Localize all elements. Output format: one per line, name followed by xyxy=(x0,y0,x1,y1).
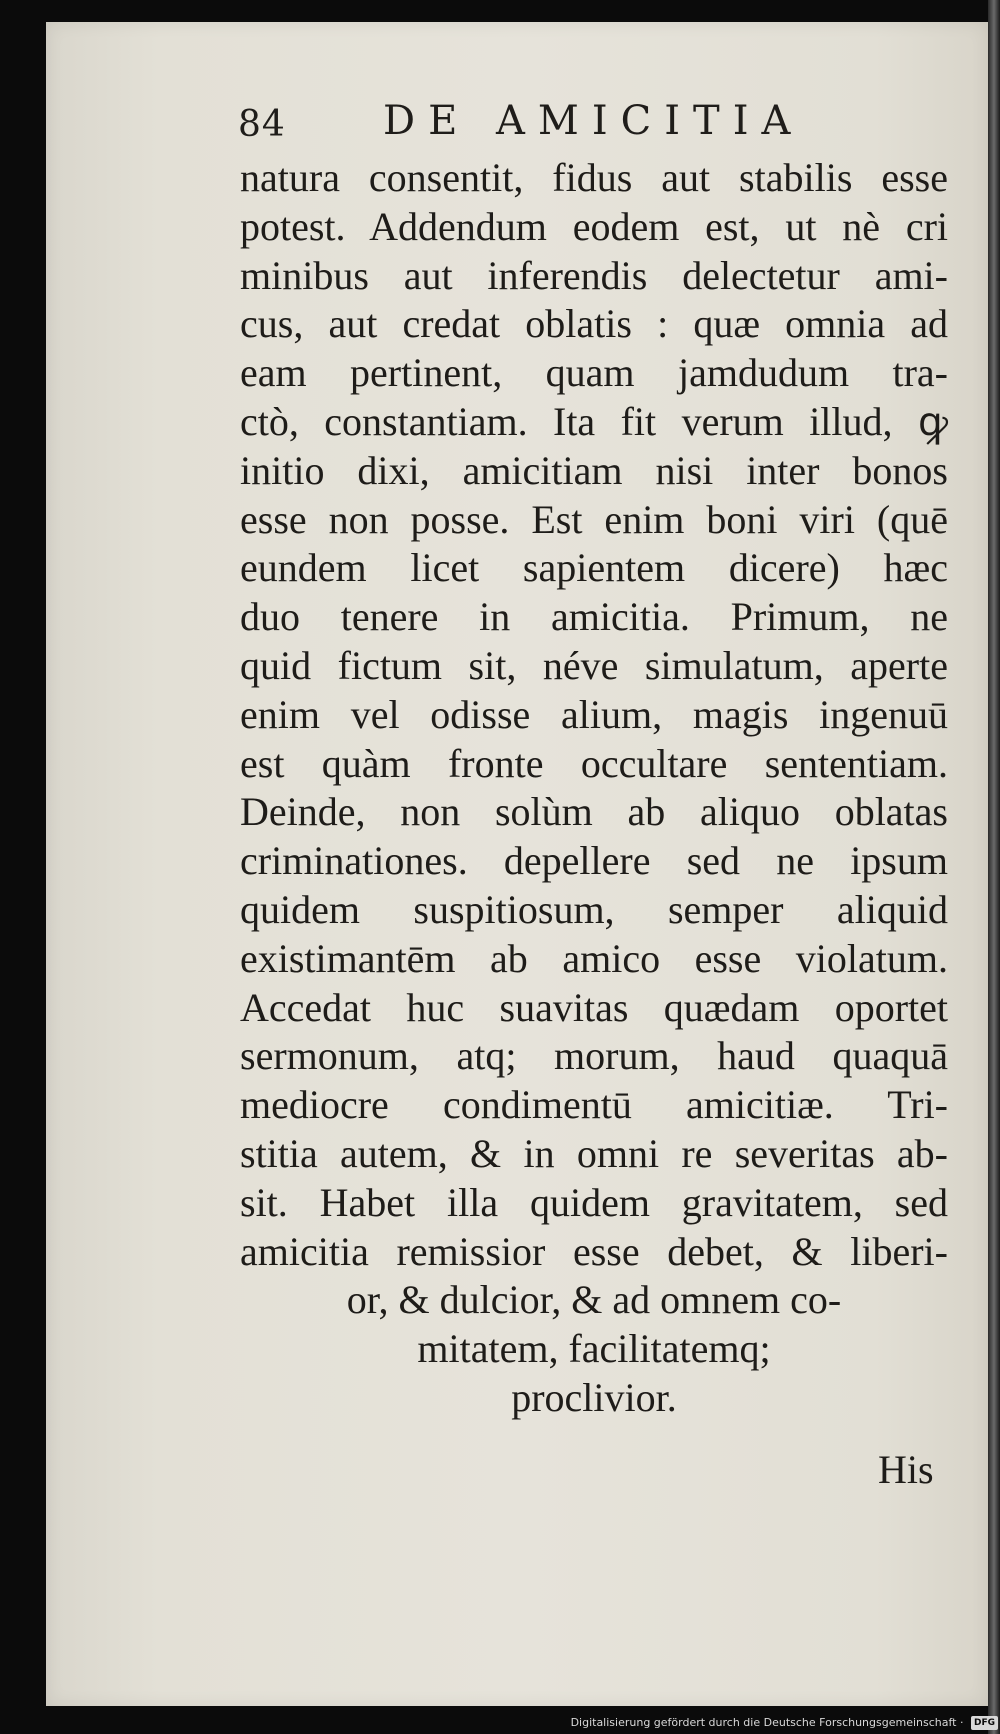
text-line: sit. Habet illa quidem gravitatem, sed xyxy=(240,1179,948,1225)
text-line: natura consentit, fidus aut stabilis esse xyxy=(240,155,948,200)
text-line: stitia autem, & in omni re severitas ab- xyxy=(240,1130,948,1176)
page-number: 84 xyxy=(238,104,286,145)
running-title: DE AMICITIA xyxy=(383,98,804,144)
text-line-centered: mitatem, facilitatemq; xyxy=(417,1326,771,1372)
text-line: Accedat huc suavitas quædam oportet xyxy=(240,984,948,1030)
dfg-logo: DFG xyxy=(971,1716,998,1730)
text-line: minibus aut inferendis delectetur ami- xyxy=(240,252,948,298)
digitization-credit xyxy=(560,1712,998,1734)
credit-text: Digitalisierung gefördert durch die Deutsche Forschungsgemeinschaft · xyxy=(570,1716,964,1729)
page-header xyxy=(238,98,878,150)
text-line: esse non posse. Est enim boni viri (quē xyxy=(240,496,948,542)
text-line: amicitia remissior esse debet, & liberi- xyxy=(240,1228,948,1274)
body-text xyxy=(240,154,948,1423)
text-line: quidem suspitiosum, semper aliquid xyxy=(240,886,948,932)
text-line: quid fictum sit, néve simulatum, aperte xyxy=(240,642,948,688)
text-line: sermonum, atq; morum, haud quaquā xyxy=(240,1033,948,1079)
text-line: cus, aut credat oblatis : quæ omnia ad xyxy=(240,301,948,347)
text-line: existimantēm ab amico esse violatum. xyxy=(240,935,948,981)
catchword: His xyxy=(878,1447,934,1492)
text-line: mediocre condimentū amicitiæ. Tri- xyxy=(240,1082,948,1128)
text-line: ctò, constantiam. Ita fit verum illud, ꝙ xyxy=(240,398,948,444)
text-line: criminationes. depellere sed ne ipsum xyxy=(240,838,948,884)
text-line: Deinde, non solùm ab aliquo oblatas xyxy=(240,789,948,835)
text-line: duo tenere in amicitia. Primum, ne xyxy=(240,594,948,640)
text-line: enim vel odisse alium, magis ingenuū xyxy=(240,691,948,737)
text-line-centered: or, & dulcior, & ad omnem co- xyxy=(346,1277,842,1323)
text-line: eam pertinent, quam jamdudum tra- xyxy=(240,350,948,396)
book-edge xyxy=(988,0,1000,1734)
text-line-centered: proclivior. xyxy=(511,1374,677,1420)
text-line: eundem licet sapientem dicere) hæc xyxy=(240,545,948,591)
text-line: initio dixi, amicitiam nisi inter bonos xyxy=(240,447,948,493)
text-line: est quàm fronte occultare sententiam. xyxy=(240,740,948,786)
text-line: potest. Addendum eodem est, ut nè cri xyxy=(240,203,948,249)
